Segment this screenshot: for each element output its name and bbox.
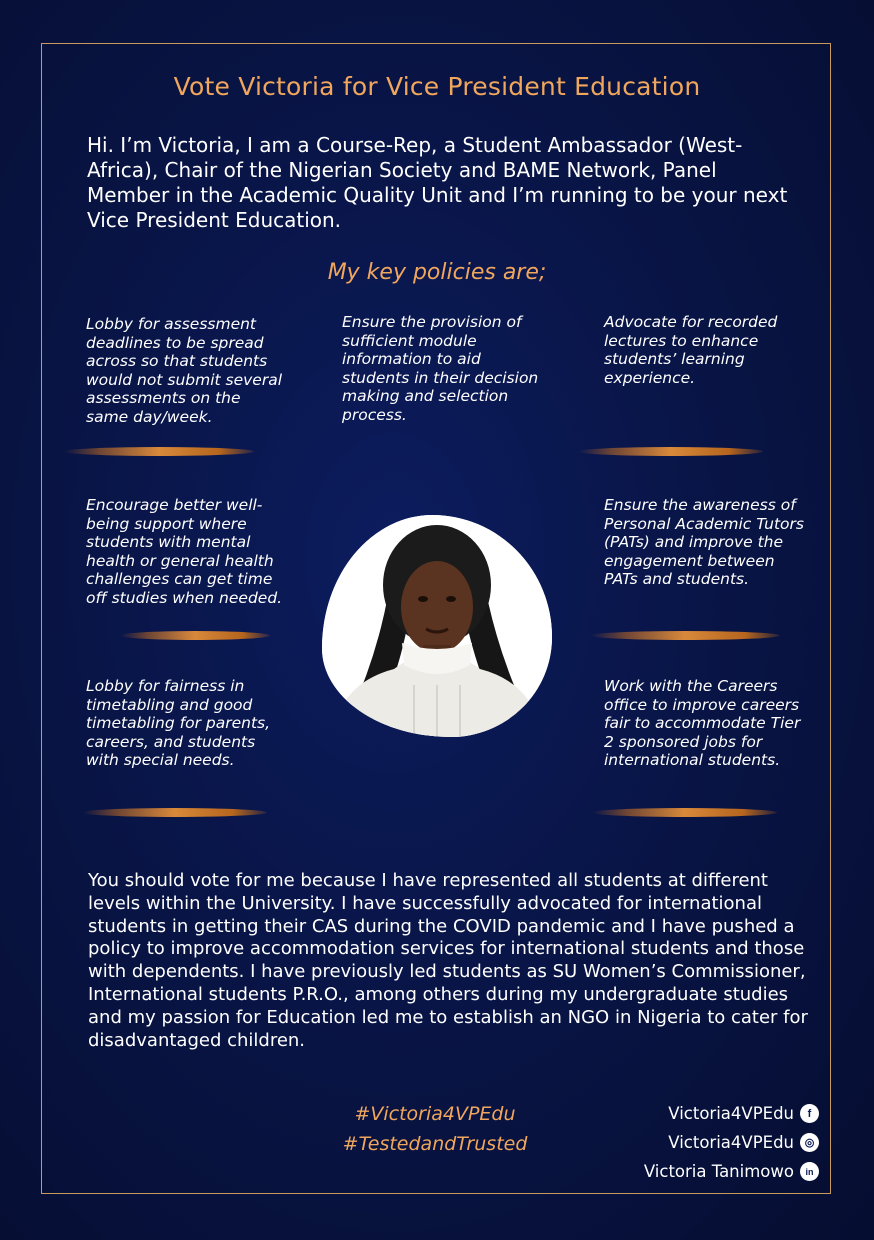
linkedin-handle: Victoria Tanimowo xyxy=(643,1162,794,1181)
poster-title: Vote Victoria for Vice President Education xyxy=(173,72,701,101)
instagram-handle: Victoria4VPEdu xyxy=(668,1133,794,1152)
policy-careers-fair: Work with the Careers office to improve careers fair to accommodate Tier 2 sponsored jobs for international students. xyxy=(604,677,801,770)
facebook-handle: Victoria4VPEdu xyxy=(668,1104,794,1123)
intro-text: Hi. I’m Victoria, I am a Course-Rep, a Student Ambassador (West-Africa), Chair of the Nigerian Society and BAME Network, Panel Member in the Academic Quality Unit and I’m running to be your next Vice President Education. xyxy=(87,133,788,232)
brush-divider xyxy=(590,631,780,640)
closing-statement: You should vote for me because I have represented all students at different levels within the University. I have successfully advocated for international students in getting their CAS during the COVID pandemic and I have pushed a policy to improve accommodation services for international students and those with dependents. I have previously led students as SU Women’s Commissioner, International students P.R.O., among others during my undergraduate studies and my passion for Education led me to establish an NGO in Nigeria to cater for disadvantaged children. xyxy=(88,870,808,1051)
social-links xyxy=(644,1099,819,1186)
policy-personal-academic-tutors: Ensure the awareness of Personal Academic Tutors (PATs) and improve the engagement between PATs and students. xyxy=(604,496,804,589)
brush-divider xyxy=(64,447,254,456)
instagram-icon: ◎ xyxy=(800,1133,819,1152)
brush-divider xyxy=(578,447,763,456)
social-instagram[interactable] xyxy=(644,1128,819,1157)
policy-fair-timetabling: Lobby for fairness in timetabling and good timetabling for parents, careers, and students with special needs. xyxy=(86,677,271,770)
policy-recorded-lectures: Advocate for recorded lectures to enhance students’ learning experience. xyxy=(604,313,778,387)
linkedin-icon: in xyxy=(800,1162,819,1181)
policies-heading: My key policies are; xyxy=(327,260,547,285)
policy-module-information: Ensure the provision of sufficient module information to aid students in their decision making and selection process. xyxy=(342,313,539,424)
policy-wellbeing-support: Encourage better well-being support where students with mental health or general health challenges can get time off studies when needed. xyxy=(86,496,283,607)
brush-divider xyxy=(120,631,270,640)
brush-divider xyxy=(82,808,267,817)
hashtags xyxy=(300,1099,570,1159)
social-linkedin[interactable] xyxy=(644,1157,819,1186)
hashtag-testedandtrusted: #TestedandTrusted xyxy=(342,1133,528,1155)
brush-divider xyxy=(592,808,777,817)
hashtag-victoria4vpedu: #Victoria4VPEdu xyxy=(354,1103,516,1125)
policy-assessment-deadlines: Lobby for assessment deadlines to be spread across so that students would not submit several assessments on the same day/week. xyxy=(86,315,283,426)
facebook-icon: f xyxy=(800,1104,819,1123)
social-facebook[interactable] xyxy=(644,1099,819,1128)
